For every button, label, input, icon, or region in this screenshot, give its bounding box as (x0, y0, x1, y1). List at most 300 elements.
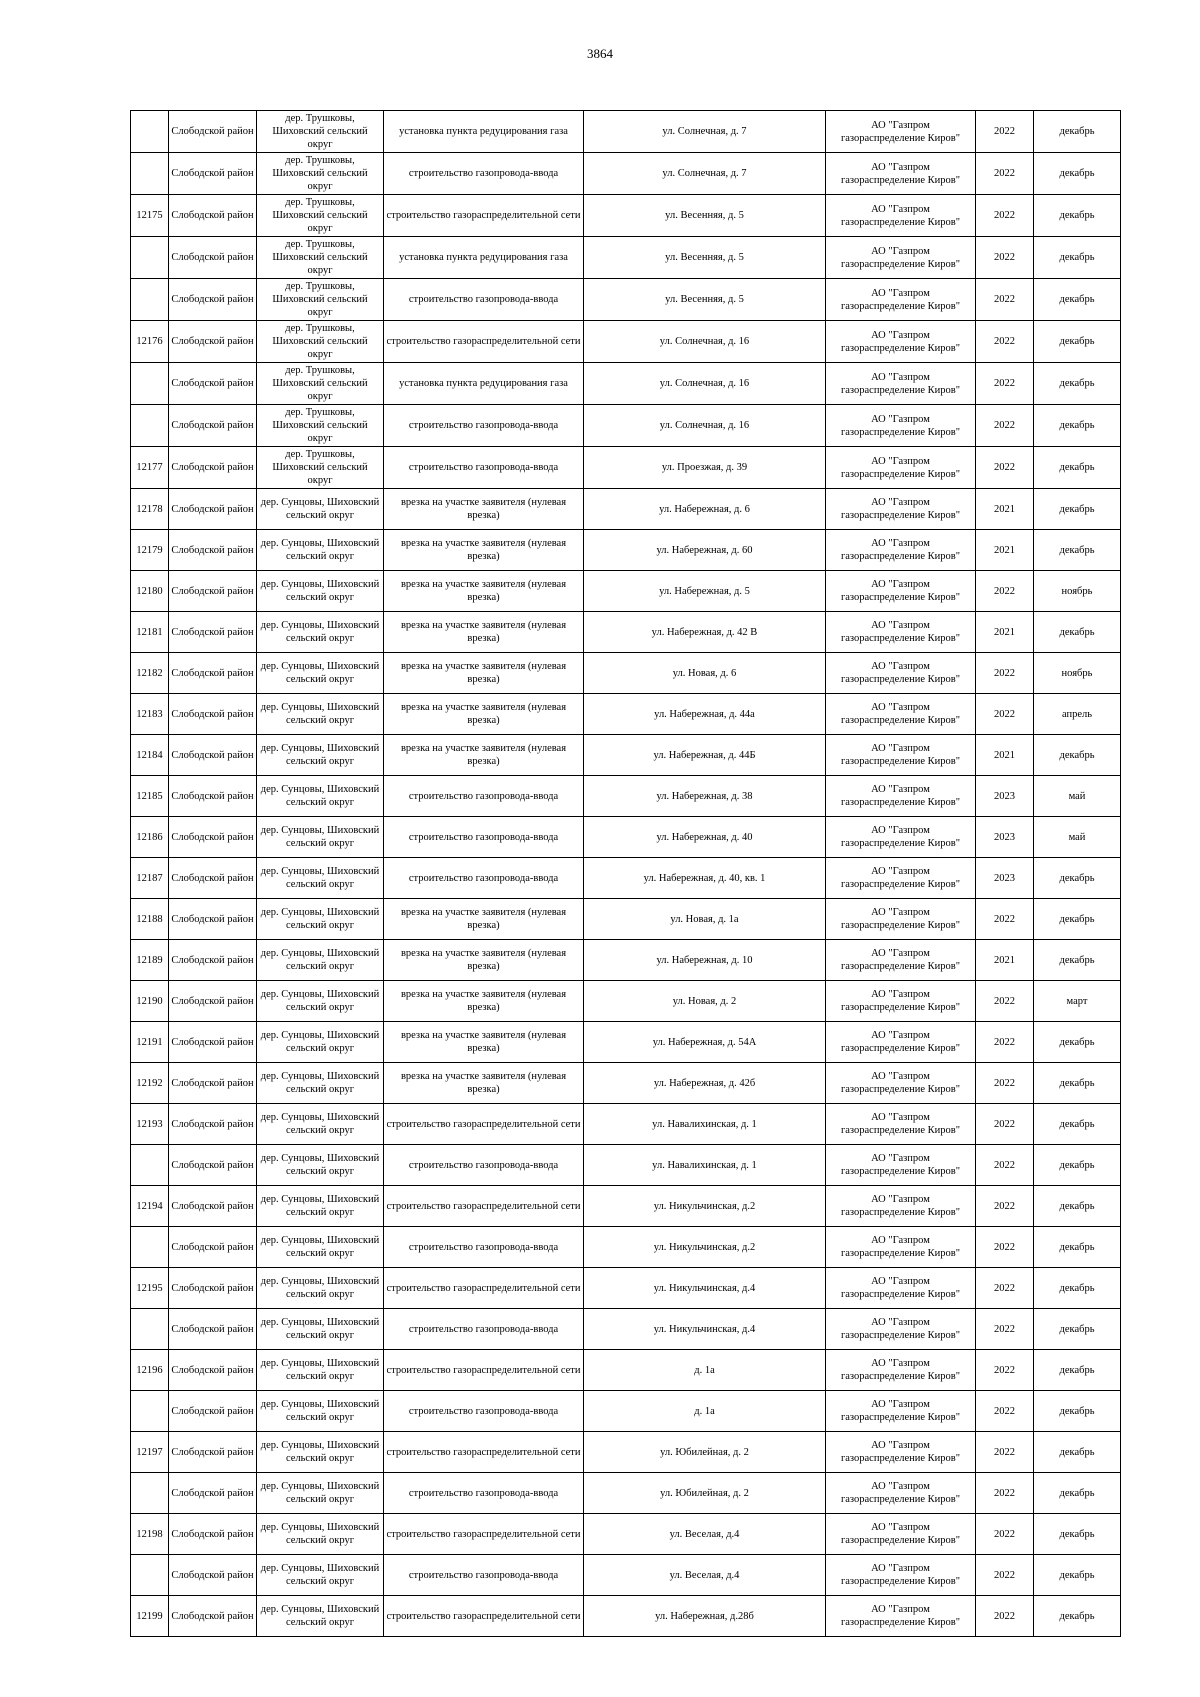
address-cell: ул. Весенняя, д. 5 (584, 195, 826, 237)
table-row (131, 1596, 1121, 1637)
address-cell: ул. Никульчинская, д.4 (584, 1309, 826, 1350)
table-row (131, 195, 1121, 237)
work-type-cell: строительство газопровода-ввода (384, 405, 584, 447)
locality-cell: дер. Сунцовы, Шиховский сельский округ (257, 858, 384, 899)
locality-cell: дер. Сунцовы, Шиховский сельский округ (257, 489, 384, 530)
district-cell: Слободской район (169, 1514, 257, 1555)
locality-cell: дер. Сунцовы, Шиховский сельский округ (257, 817, 384, 858)
table-row (131, 447, 1121, 489)
month-cell: декабрь (1034, 489, 1121, 530)
organization-cell: АО "Газпром газораспределение Киров" (826, 1309, 976, 1350)
row-number: 12176 (131, 321, 169, 363)
row-number: 12189 (131, 940, 169, 981)
district-cell: Слободской район (169, 111, 257, 153)
organization-cell: АО "Газпром газораспределение Киров" (826, 612, 976, 653)
row-number (131, 1145, 169, 1186)
month-cell: ноябрь (1034, 571, 1121, 612)
work-type-cell: установка пункта редуцирования газа (384, 111, 584, 153)
address-cell: ул. Проезжая, д. 39 (584, 447, 826, 489)
address-cell: ул. Никульчинская, д.2 (584, 1227, 826, 1268)
year-cell: 2022 (976, 363, 1034, 405)
work-type-cell: строительство газопровода-ввода (384, 1473, 584, 1514)
district-cell: Слободской район (169, 237, 257, 279)
locality-cell: дер. Сунцовы, Шиховский сельский округ (257, 1555, 384, 1596)
work-type-cell: строительство газопровода-ввода (384, 153, 584, 195)
address-cell: ул. Навалихинская, д. 1 (584, 1145, 826, 1186)
organization-cell: АО "Газпром газораспределение Киров" (826, 1432, 976, 1473)
organization-cell: АО "Газпром газораспределение Киров" (826, 363, 976, 405)
address-cell: ул. Набережная, д. 42 В (584, 612, 826, 653)
district-cell: Слободской район (169, 1063, 257, 1104)
month-cell: декабрь (1034, 1432, 1121, 1473)
locality-cell: дер. Сунцовы, Шиховский сельский округ (257, 1596, 384, 1637)
address-cell: ул. Новая, д. 2 (584, 981, 826, 1022)
year-cell: 2022 (976, 694, 1034, 735)
year-cell: 2022 (976, 1186, 1034, 1227)
district-cell: Слободской район (169, 1227, 257, 1268)
month-cell: декабрь (1034, 363, 1121, 405)
address-cell: ул. Солнечная, д. 16 (584, 321, 826, 363)
row-number (131, 1473, 169, 1514)
month-cell: май (1034, 776, 1121, 817)
table-row (131, 1268, 1121, 1309)
address-cell: ул. Никульчинская, д.4 (584, 1268, 826, 1309)
locality-cell: дер. Сунцовы, Шиховский сельский округ (257, 1022, 384, 1063)
row-number: 12182 (131, 653, 169, 694)
work-type-cell: врезка на участке заявителя (нулевая врезка) (384, 940, 584, 981)
organization-cell: АО "Газпром газораспределение Киров" (826, 195, 976, 237)
work-type-cell: строительство газопровода-ввода (384, 858, 584, 899)
month-cell: декабрь (1034, 1104, 1121, 1145)
row-number: 12197 (131, 1432, 169, 1473)
district-cell: Слободской район (169, 817, 257, 858)
row-number: 12184 (131, 735, 169, 776)
work-type-cell: строительство газопровода-ввода (384, 817, 584, 858)
work-type-cell: врезка на участке заявителя (нулевая врезка) (384, 1063, 584, 1104)
organization-cell: АО "Газпром газораспределение Киров" (826, 1391, 976, 1432)
locality-cell: дер. Сунцовы, Шиховский сельский округ (257, 653, 384, 694)
organization-cell: АО "Газпром газораспределение Киров" (826, 1063, 976, 1104)
table-row (131, 817, 1121, 858)
address-cell: ул. Набережная, д. 10 (584, 940, 826, 981)
year-cell: 2022 (976, 1063, 1034, 1104)
address-cell: ул. Юбилейная, д. 2 (584, 1473, 826, 1514)
district-cell: Слободской район (169, 363, 257, 405)
table-row (131, 1063, 1121, 1104)
address-cell: ул. Солнечная, д. 16 (584, 363, 826, 405)
month-cell: декабрь (1034, 1145, 1121, 1186)
row-number (131, 1227, 169, 1268)
work-type-cell: врезка на участке заявителя (нулевая врезка) (384, 735, 584, 776)
address-cell: ул. Навалихинская, д. 1 (584, 1104, 826, 1145)
district-cell: Слободской район (169, 1186, 257, 1227)
work-type-cell: врезка на участке заявителя (нулевая врезка) (384, 653, 584, 694)
organization-cell: АО "Газпром газораспределение Киров" (826, 111, 976, 153)
month-cell: декабрь (1034, 1268, 1121, 1309)
address-cell: ул. Веселая, д.4 (584, 1555, 826, 1596)
row-number (131, 1555, 169, 1596)
month-cell: декабрь (1034, 1227, 1121, 1268)
year-cell: 2022 (976, 1309, 1034, 1350)
table-row (131, 1514, 1121, 1555)
month-cell: декабрь (1034, 858, 1121, 899)
address-cell: ул. Никульчинская, д.2 (584, 1186, 826, 1227)
district-cell: Слободской район (169, 776, 257, 817)
address-cell: ул. Набережная, д. 40, кв. 1 (584, 858, 826, 899)
organization-cell: АО "Газпром газораспределение Киров" (826, 1596, 976, 1637)
table-row (131, 858, 1121, 899)
address-cell: ул. Набережная, д. 5 (584, 571, 826, 612)
month-cell: декабрь (1034, 321, 1121, 363)
month-cell: март (1034, 981, 1121, 1022)
address-cell: ул. Весенняя, д. 5 (584, 237, 826, 279)
year-cell: 2021 (976, 489, 1034, 530)
address-cell: ул. Набережная, д. 6 (584, 489, 826, 530)
year-cell: 2022 (976, 1596, 1034, 1637)
locality-cell: дер. Сунцовы, Шиховский сельский округ (257, 1432, 384, 1473)
district-cell: Слободской район (169, 153, 257, 195)
month-cell: декабрь (1034, 1022, 1121, 1063)
row-number: 12183 (131, 694, 169, 735)
district-cell: Слободской район (169, 735, 257, 776)
year-cell: 2022 (976, 279, 1034, 321)
locality-cell: дер. Трушковы, Шиховский сельский округ (257, 195, 384, 237)
district-cell: Слободской район (169, 981, 257, 1022)
district-cell: Слободской район (169, 1432, 257, 1473)
locality-cell: дер. Сунцовы, Шиховский сельский округ (257, 776, 384, 817)
year-cell: 2022 (976, 195, 1034, 237)
organization-cell: АО "Газпром газораспределение Киров" (826, 899, 976, 940)
table-row (131, 489, 1121, 530)
year-cell: 2022 (976, 1473, 1034, 1514)
table-row (131, 735, 1121, 776)
work-type-cell: строительство газораспределительной сети (384, 1186, 584, 1227)
row-number: 12187 (131, 858, 169, 899)
organization-cell: АО "Газпром газораспределение Киров" (826, 940, 976, 981)
month-cell: декабрь (1034, 530, 1121, 571)
table-row (131, 940, 1121, 981)
row-number (131, 1391, 169, 1432)
address-cell: ул. Юбилейная, д. 2 (584, 1432, 826, 1473)
work-type-cell: строительство газопровода-ввода (384, 279, 584, 321)
locality-cell: дер. Сунцовы, Шиховский сельский округ (257, 694, 384, 735)
table-row (131, 111, 1121, 153)
district-cell: Слободской район (169, 612, 257, 653)
locality-cell: дер. Трушковы, Шиховский сельский округ (257, 237, 384, 279)
row-number: 12185 (131, 776, 169, 817)
year-cell: 2022 (976, 1145, 1034, 1186)
year-cell: 2022 (976, 1350, 1034, 1391)
district-cell: Слободской район (169, 1145, 257, 1186)
work-type-cell: врезка на участке заявителя (нулевая врезка) (384, 489, 584, 530)
table-row (131, 1432, 1121, 1473)
address-cell: ул. Набережная, д. 54А (584, 1022, 826, 1063)
organization-cell: АО "Газпром газораспределение Киров" (826, 1227, 976, 1268)
organization-cell: АО "Газпром газораспределение Киров" (826, 817, 976, 858)
organization-cell: АО "Газпром газораспределение Киров" (826, 1186, 976, 1227)
work-type-cell: строительство газораспределительной сети (384, 1514, 584, 1555)
address-cell: д. 1а (584, 1391, 826, 1432)
table-row (131, 237, 1121, 279)
row-number: 12175 (131, 195, 169, 237)
district-cell: Слободской район (169, 1350, 257, 1391)
organization-cell: АО "Газпром газораспределение Киров" (826, 447, 976, 489)
work-type-cell: врезка на участке заявителя (нулевая врезка) (384, 694, 584, 735)
row-number (131, 153, 169, 195)
district-cell: Слободской район (169, 858, 257, 899)
organization-cell: АО "Газпром газораспределение Киров" (826, 858, 976, 899)
year-cell: 2022 (976, 111, 1034, 153)
district-cell: Слободской район (169, 653, 257, 694)
organization-cell: АО "Газпром газораспределение Киров" (826, 1514, 976, 1555)
year-cell: 2022 (976, 1268, 1034, 1309)
month-cell: декабрь (1034, 1596, 1121, 1637)
work-type-cell: строительство газопровода-ввода (384, 1145, 584, 1186)
work-type-cell: врезка на участке заявителя (нулевая врезка) (384, 1022, 584, 1063)
table-row (131, 1186, 1121, 1227)
district-cell: Слободской район (169, 1309, 257, 1350)
organization-cell: АО "Газпром газораспределение Киров" (826, 321, 976, 363)
table-row (131, 899, 1121, 940)
row-number: 12192 (131, 1063, 169, 1104)
work-type-cell: врезка на участке заявителя (нулевая врезка) (384, 612, 584, 653)
month-cell: май (1034, 817, 1121, 858)
month-cell: декабрь (1034, 153, 1121, 195)
work-type-cell: установка пункта редуцирования газа (384, 363, 584, 405)
row-number: 12180 (131, 571, 169, 612)
gasification-table (130, 110, 1121, 1637)
row-number: 12190 (131, 981, 169, 1022)
district-cell: Слободской район (169, 321, 257, 363)
locality-cell: дер. Сунцовы, Шиховский сельский округ (257, 981, 384, 1022)
month-cell: апрель (1034, 694, 1121, 735)
year-cell: 2022 (976, 405, 1034, 447)
locality-cell: дер. Сунцовы, Шиховский сельский округ (257, 940, 384, 981)
row-number (131, 405, 169, 447)
table-row (131, 405, 1121, 447)
district-cell: Слободской район (169, 1596, 257, 1637)
district-cell: Слободской район (169, 694, 257, 735)
month-cell: декабрь (1034, 1473, 1121, 1514)
work-type-cell: строительство газопровода-ввода (384, 1227, 584, 1268)
year-cell: 2022 (976, 1104, 1034, 1145)
year-cell: 2022 (976, 321, 1034, 363)
year-cell: 2022 (976, 447, 1034, 489)
locality-cell: дер. Трушковы, Шиховский сельский округ (257, 279, 384, 321)
row-number: 12179 (131, 530, 169, 571)
row-number (131, 363, 169, 405)
table-row (131, 1227, 1121, 1268)
organization-cell: АО "Газпром газораспределение Киров" (826, 776, 976, 817)
locality-cell: дер. Сунцовы, Шиховский сельский округ (257, 1145, 384, 1186)
row-number (131, 1309, 169, 1350)
district-cell: Слободской район (169, 899, 257, 940)
district-cell: Слободской район (169, 530, 257, 571)
address-cell: ул. Набережная, д. 60 (584, 530, 826, 571)
year-cell: 2021 (976, 735, 1034, 776)
work-type-cell: строительство газопровода-ввода (384, 776, 584, 817)
district-cell: Слободской район (169, 489, 257, 530)
district-cell: Слободской район (169, 1022, 257, 1063)
row-number: 12199 (131, 1596, 169, 1637)
work-type-cell: строительство газопровода-ввода (384, 1391, 584, 1432)
address-cell: ул. Новая, д. 1а (584, 899, 826, 940)
year-cell: 2022 (976, 653, 1034, 694)
locality-cell: дер. Сунцовы, Шиховский сельский округ (257, 530, 384, 571)
district-cell: Слободской район (169, 940, 257, 981)
table-row (131, 612, 1121, 653)
locality-cell: дер. Сунцовы, Шиховский сельский округ (257, 899, 384, 940)
table-row (131, 153, 1121, 195)
table-row (131, 530, 1121, 571)
month-cell: декабрь (1034, 1063, 1121, 1104)
table-row (131, 1104, 1121, 1145)
year-cell: 2021 (976, 940, 1034, 981)
month-cell: декабрь (1034, 899, 1121, 940)
year-cell: 2022 (976, 153, 1034, 195)
row-number (131, 237, 169, 279)
organization-cell: АО "Газпром газораспределение Киров" (826, 405, 976, 447)
row-number: 12196 (131, 1350, 169, 1391)
table-row (131, 279, 1121, 321)
table-row (131, 981, 1121, 1022)
year-cell: 2022 (976, 237, 1034, 279)
row-number: 12191 (131, 1022, 169, 1063)
row-number: 12194 (131, 1186, 169, 1227)
address-cell: ул. Набережная, д. 38 (584, 776, 826, 817)
district-cell: Слободской район (169, 1473, 257, 1514)
row-number: 12193 (131, 1104, 169, 1145)
district-cell: Слободской район (169, 571, 257, 612)
locality-cell: дер. Трушковы, Шиховский сельский округ (257, 321, 384, 363)
table-row (131, 776, 1121, 817)
locality-cell: дер. Трушковы, Шиховский сельский округ (257, 363, 384, 405)
row-number (131, 111, 169, 153)
address-cell: ул. Набережная, д.28б (584, 1596, 826, 1637)
month-cell: декабрь (1034, 195, 1121, 237)
year-cell: 2022 (976, 1227, 1034, 1268)
locality-cell: дер. Сунцовы, Шиховский сельский округ (257, 1514, 384, 1555)
work-type-cell: строительство газораспределительной сети (384, 1432, 584, 1473)
work-type-cell: врезка на участке заявителя (нулевая врезка) (384, 530, 584, 571)
row-number: 12195 (131, 1268, 169, 1309)
locality-cell: дер. Трушковы, Шиховский сельский округ (257, 111, 384, 153)
year-cell: 2022 (976, 1432, 1034, 1473)
month-cell: декабрь (1034, 735, 1121, 776)
work-type-cell: врезка на участке заявителя (нулевая врезка) (384, 899, 584, 940)
table-row (131, 321, 1121, 363)
organization-cell: АО "Газпром газораспределение Киров" (826, 694, 976, 735)
month-cell: декабрь (1034, 237, 1121, 279)
year-cell: 2022 (976, 1555, 1034, 1596)
year-cell: 2022 (976, 1514, 1034, 1555)
address-cell: д. 1а (584, 1350, 826, 1391)
work-type-cell: строительство газораспределительной сети (384, 195, 584, 237)
row-number: 12181 (131, 612, 169, 653)
district-cell: Слободской район (169, 195, 257, 237)
work-type-cell: установка пункта редуцирования газа (384, 237, 584, 279)
month-cell: ноябрь (1034, 653, 1121, 694)
organization-cell: АО "Газпром газораспределение Киров" (826, 530, 976, 571)
organization-cell: АО "Газпром газораспределение Киров" (826, 237, 976, 279)
locality-cell: дер. Сунцовы, Шиховский сельский округ (257, 612, 384, 653)
month-cell: декабрь (1034, 405, 1121, 447)
district-cell: Слободской район (169, 1391, 257, 1432)
organization-cell: АО "Газпром газораспределение Киров" (826, 1022, 976, 1063)
organization-cell: АО "Газпром газораспределение Киров" (826, 1555, 976, 1596)
locality-cell: дер. Трушковы, Шиховский сельский округ (257, 447, 384, 489)
year-cell: 2022 (976, 1022, 1034, 1063)
table-row (131, 1555, 1121, 1596)
organization-cell: АО "Газпром газораспределение Киров" (826, 735, 976, 776)
district-cell: Слободской район (169, 1555, 257, 1596)
organization-cell: АО "Газпром газораспределение Киров" (826, 653, 976, 694)
row-number: 12188 (131, 899, 169, 940)
locality-cell: дер. Сунцовы, Шиховский сельский округ (257, 1309, 384, 1350)
table-body (131, 111, 1121, 1637)
table-row (131, 1473, 1121, 1514)
month-cell: декабрь (1034, 1309, 1121, 1350)
year-cell: 2021 (976, 530, 1034, 571)
month-cell: декабрь (1034, 612, 1121, 653)
year-cell: 2021 (976, 612, 1034, 653)
table-row (131, 1022, 1121, 1063)
row-number: 12198 (131, 1514, 169, 1555)
table-row (131, 1350, 1121, 1391)
month-cell: декабрь (1034, 279, 1121, 321)
district-cell: Слободской район (169, 447, 257, 489)
month-cell: декабрь (1034, 1391, 1121, 1432)
address-cell: ул. Набережная, д. 44а (584, 694, 826, 735)
row-number: 12186 (131, 817, 169, 858)
work-type-cell: строительство газопровода-ввода (384, 1555, 584, 1596)
year-cell: 2022 (976, 1391, 1034, 1432)
organization-cell: АО "Газпром газораспределение Киров" (826, 489, 976, 530)
month-cell: декабрь (1034, 940, 1121, 981)
district-cell: Слободской район (169, 279, 257, 321)
organization-cell: АО "Газпром газораспределение Киров" (826, 981, 976, 1022)
year-cell: 2023 (976, 858, 1034, 899)
table-row (131, 363, 1121, 405)
work-type-cell: строительство газораспределительной сети (384, 1104, 584, 1145)
work-type-cell: строительство газораспределительной сети (384, 321, 584, 363)
year-cell: 2022 (976, 981, 1034, 1022)
table-row (131, 571, 1121, 612)
month-cell: декабрь (1034, 447, 1121, 489)
organization-cell: АО "Газпром газораспределение Киров" (826, 571, 976, 612)
month-cell: декабрь (1034, 1514, 1121, 1555)
work-type-cell: строительство газопровода-ввода (384, 447, 584, 489)
district-cell: Слободской район (169, 405, 257, 447)
table-row (131, 1309, 1121, 1350)
table-row (131, 694, 1121, 735)
locality-cell: дер. Сунцовы, Шиховский сельский округ (257, 1473, 384, 1514)
address-cell: ул. Новая, д. 6 (584, 653, 826, 694)
locality-cell: дер. Сунцовы, Шиховский сельский округ (257, 1227, 384, 1268)
organization-cell: АО "Газпром газораспределение Киров" (826, 1473, 976, 1514)
year-cell: 2023 (976, 817, 1034, 858)
locality-cell: дер. Трушковы, Шиховский сельский округ (257, 405, 384, 447)
address-cell: ул. Набережная, д. 40 (584, 817, 826, 858)
address-cell: ул. Солнечная, д. 16 (584, 405, 826, 447)
district-cell: Слободской район (169, 1268, 257, 1309)
locality-cell: дер. Сунцовы, Шиховский сельский округ (257, 1268, 384, 1309)
address-cell: ул. Набережная, д. 44Б (584, 735, 826, 776)
year-cell: 2022 (976, 899, 1034, 940)
organization-cell: АО "Газпром газораспределение Киров" (826, 153, 976, 195)
locality-cell: дер. Сунцовы, Шиховский сельский округ (257, 735, 384, 776)
organization-cell: АО "Газпром газораспределение Киров" (826, 1104, 976, 1145)
